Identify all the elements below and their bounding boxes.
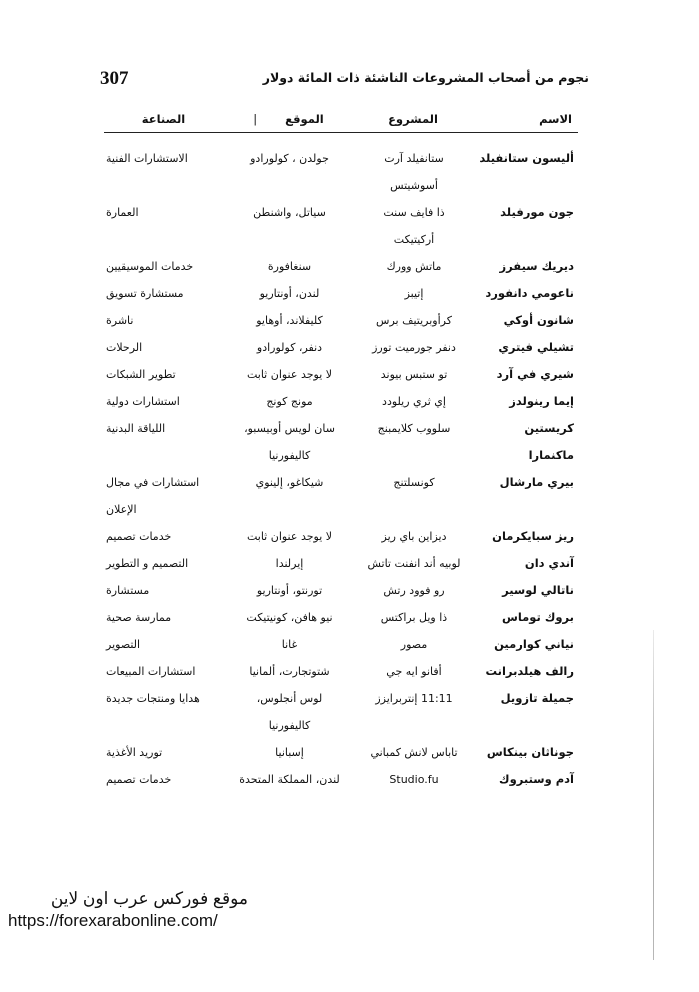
cell-project (354, 469, 478, 523)
cell-project-line: إتيبز (404, 287, 424, 300)
cell-name: أليسون ستانفيلد (479, 151, 574, 165)
cell-name: ديريك سيفرز (499, 259, 574, 273)
cell-industry (104, 523, 229, 550)
scan-artifact-line (653, 630, 654, 960)
cell-project-line: أفانو ايه جي (386, 665, 442, 678)
cell-industry-line: استشارات في مجال (106, 476, 200, 489)
cell-industry (104, 361, 229, 388)
cell-location-line: مونج كونج (266, 395, 313, 408)
cell-project-line: كرأوبريتيف برس (376, 314, 452, 327)
cell-project (354, 739, 478, 766)
cell-location-line: لندن، أونتاريو (259, 287, 320, 300)
cell-name: ريز سبايكرمان (492, 529, 574, 543)
table-row (104, 199, 578, 253)
cell-name: جوناثان بينكاس (486, 745, 574, 759)
cell-project-line: ذا فايف سنت (383, 206, 445, 219)
table-row (104, 523, 578, 550)
cell-location-line: لندن، المملكة المتحدة (239, 773, 340, 786)
column-header-location (229, 112, 354, 133)
cell-industry-line: الاستشارات الفنية (106, 152, 188, 165)
cell-location (229, 658, 354, 685)
cell-industry (104, 685, 229, 739)
table-row (104, 685, 578, 739)
cell-name: جميلة تازويل (500, 691, 574, 705)
cell-location (229, 604, 354, 631)
cell-project-line: دنفر جورميت تورز (372, 341, 456, 354)
cell-project (354, 685, 478, 739)
cell-industry (104, 415, 229, 469)
cell-industry (104, 199, 229, 253)
cell-name: شيري في آرد (496, 367, 574, 381)
table-row (104, 631, 578, 658)
cell-project (354, 361, 478, 388)
cell-industry-line: مستشارة تسويق (106, 287, 184, 300)
cell-location (229, 685, 354, 739)
cell-project-line: سلووب كلايمبنج (377, 422, 451, 435)
cell-project (354, 631, 478, 658)
cell-location (229, 253, 354, 280)
cell-name: ناعومي دانفورد (485, 286, 574, 300)
table-row (104, 133, 578, 200)
cell-project (354, 133, 478, 200)
table-row (104, 253, 578, 280)
column-header-name: الاسم (478, 112, 578, 133)
cell-industry (104, 307, 229, 334)
table-row (104, 766, 578, 793)
cell-location-line: شتوتجارت، ألمانيا (249, 665, 330, 678)
table-row (104, 604, 578, 631)
cell-location-line: كاليفورنيا (268, 719, 311, 732)
cell-location-line: غانا (281, 638, 298, 651)
cell-project (354, 199, 478, 253)
cell-name: ناتالي لوسير (502, 583, 574, 597)
cell-project (354, 577, 478, 604)
cell-industry-line: توريد الأغذية (106, 746, 163, 759)
cell-location (229, 577, 354, 604)
cell-name: بيري مارشال (499, 475, 574, 489)
cell-location (229, 550, 354, 577)
table-row (104, 739, 578, 766)
cell-project (354, 415, 478, 469)
cell-project (354, 604, 478, 631)
cell-project (354, 388, 478, 415)
cell-industry-line: ناشرة (106, 314, 134, 327)
cell-location (229, 361, 354, 388)
cell-project-line: ديزاين باي ريز (381, 530, 447, 543)
cell-industry-line: استشارات المبيعات (106, 665, 196, 678)
cell-location-line: نيو هافن، كونيتيكت (246, 611, 333, 624)
watermark-url[interactable]: https://forexarabonline.com/ (8, 911, 218, 930)
cell-industry (104, 280, 229, 307)
cell-project-line: ستانفيلد آرت (384, 152, 444, 165)
cell-industry-line: اللياقة البدنية (106, 422, 166, 435)
cell-industry-line: الإعلان (106, 503, 137, 516)
cell-industry (104, 469, 229, 523)
cell-project-line: تو ستبس بيوند (380, 368, 448, 381)
cell-industry-line: الرحلات (106, 341, 143, 354)
cell-project-line: كونسلتنج (393, 476, 435, 489)
cell-location-line: كاليفورنيا (268, 449, 311, 462)
table-row (104, 307, 578, 334)
cell-location-line: سنغافورة (267, 260, 312, 273)
cell-industry-line: العمارة (106, 206, 139, 219)
cell-location-line: لا يوجد عنوان ثابت (246, 530, 333, 543)
cell-project (354, 334, 478, 361)
cell-industry (104, 253, 229, 280)
cell-location-line: كليفلاند، أوهايو (256, 314, 323, 327)
cell-location (229, 415, 354, 469)
watermark-arabic: موقع فوركس عرب اون لاين (50, 889, 248, 908)
cell-location-line: إيرلندا (275, 557, 304, 570)
cell-name: رالف هيلدبرانت (485, 664, 574, 678)
cell-location (229, 280, 354, 307)
cell-name: إيما رينولدز (509, 394, 574, 408)
cell-industry (104, 604, 229, 631)
column-header-location-label: الموقع (285, 112, 324, 126)
cell-industry (104, 577, 229, 604)
table-row (104, 334, 578, 361)
column-separator: | (253, 112, 258, 126)
cell-name: جون مورفيلد (500, 205, 574, 219)
cell-location-line: شيكاغو، إلينوي (255, 476, 324, 489)
cell-industry (104, 388, 229, 415)
page-number: 307 (100, 68, 129, 89)
cell-industry (104, 631, 229, 658)
table-row (104, 388, 578, 415)
cell-location-line: إسبانيا (275, 746, 304, 759)
cell-project-line: ماتش وورك (386, 260, 442, 273)
cell-industry-line: ممارسة صحية (106, 611, 172, 624)
cell-project-line: رو فوود رتش (383, 584, 445, 597)
cell-project-line: إي ثري ريلودد (382, 395, 446, 408)
table-row (104, 577, 578, 604)
cell-name: نياني كوارمين (494, 637, 574, 651)
cell-industry (104, 658, 229, 685)
table-body (104, 133, 578, 794)
cell-industry-line: خدمات الموسيقيين (106, 260, 194, 273)
column-header-industry: الصناعة (104, 112, 229, 133)
cell-location (229, 469, 354, 523)
cell-project (354, 658, 478, 685)
cell-location (229, 766, 354, 793)
cell-location-line: دنفر، كولورادو (256, 341, 323, 354)
cell-name: بروك توماس (502, 610, 574, 624)
cell-location-line: سان لويس أوبيسبو، (244, 422, 335, 435)
cell-name: آدم وستبروك (499, 772, 574, 786)
cell-name: كريستين ماكنمارا (524, 421, 574, 462)
cell-project (354, 766, 478, 793)
cell-location (229, 523, 354, 550)
cell-project (354, 523, 478, 550)
cell-industry (104, 739, 229, 766)
cell-industry-line: خدمات تصميم (106, 773, 172, 786)
cell-industry (104, 766, 229, 793)
cell-project (354, 280, 478, 307)
table-row (104, 658, 578, 685)
cell-project-line: Studio.fu (389, 773, 439, 786)
startups-table (104, 112, 578, 793)
table-header-row (104, 112, 578, 133)
cell-location-line: سياتل، واشنطن (253, 206, 326, 219)
cell-project-line: ذا ويل براكتس (380, 611, 448, 624)
cell-location-line: تورنتو، أونتاريو (256, 584, 323, 597)
cell-location (229, 739, 354, 766)
table-row (104, 469, 578, 523)
cell-location (229, 133, 354, 200)
cell-project-line: تاباس لانش كمباني (370, 746, 458, 759)
cell-project-line: مصور (400, 638, 428, 651)
cell-project (354, 253, 478, 280)
table-row (104, 361, 578, 388)
cell-location-line: جولدن ، كولورادو (250, 152, 329, 165)
startups-table-container (104, 112, 578, 793)
cell-name: آندي دان (524, 556, 574, 570)
cell-location (229, 307, 354, 334)
cell-industry-line: خدمات تصميم (106, 530, 172, 543)
cell-project-line: لوبيه أند انفنت تاتش (367, 557, 461, 570)
cell-location (229, 631, 354, 658)
column-header-project: المشروع (354, 112, 478, 133)
cell-project-line: أسوشيتس (390, 179, 438, 192)
table-row (104, 550, 578, 577)
cell-location-line: لا يوجد عنوان ثابت (246, 368, 333, 381)
cell-industry-line: التصميم و التطوير (106, 557, 189, 570)
cell-industry (104, 550, 229, 577)
cell-project-line: 11:11 إنتربرايزز (375, 692, 453, 705)
cell-industry-line: التصوير (106, 638, 141, 651)
running-title: نجوم من أصحاب المشروعات الناشئة ذات المائة دولار (262, 70, 589, 85)
cell-industry-line: تطوير الشبكات (106, 368, 176, 381)
cell-location (229, 334, 354, 361)
cell-industry-line: استشارات دولية (106, 395, 180, 408)
cell-industry-line: مستشارة (106, 584, 150, 597)
cell-project (354, 550, 478, 577)
cell-industry-line: هدايا ومنتجات جديدة (106, 692, 200, 705)
cell-location (229, 388, 354, 415)
cell-industry (104, 133, 229, 200)
cell-project (354, 307, 478, 334)
cell-location (229, 199, 354, 253)
cell-project-line: أركيتيكت (393, 233, 435, 246)
cell-location-line: لوس أنجلوس، (256, 692, 323, 705)
cell-name: شانون أوكي (503, 313, 574, 327)
table-row (104, 415, 578, 469)
cell-industry (104, 334, 229, 361)
table-row (104, 280, 578, 307)
cell-name: تشيلي فيتري (498, 340, 574, 354)
watermark (8, 888, 248, 932)
